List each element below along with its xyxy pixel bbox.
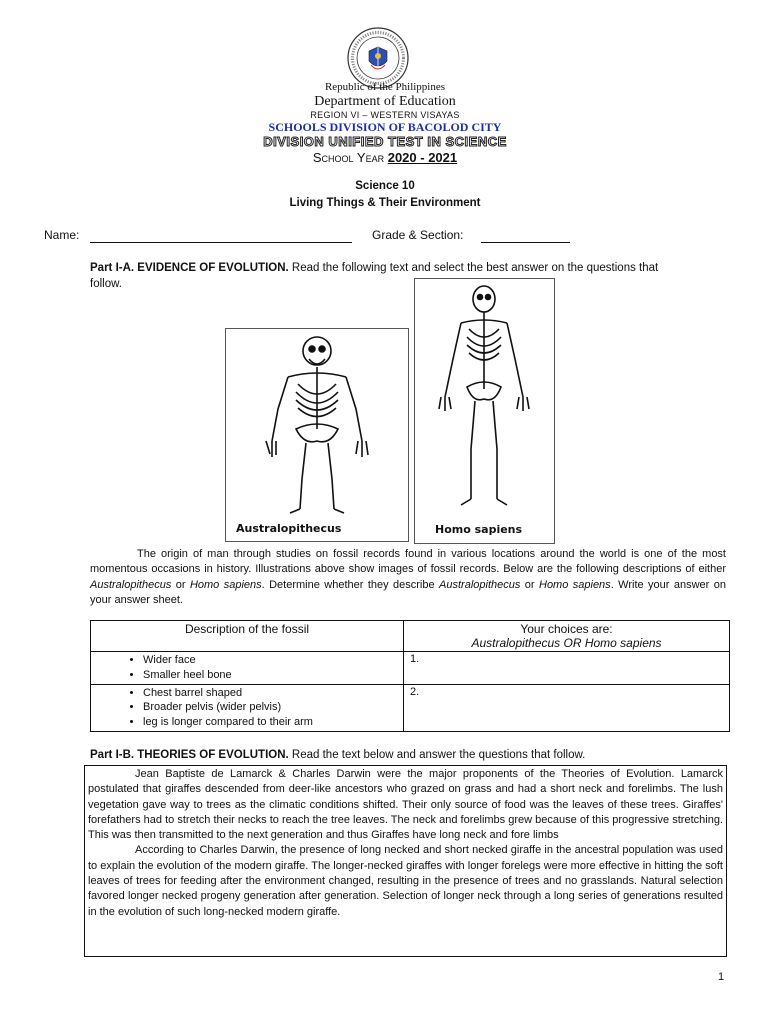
grade-section-label: Grade & Section: [372,228,464,242]
name-field[interactable] [90,241,352,243]
department-line: Department of Education [314,94,456,109]
para-italic-1: Australopithecus [90,578,172,591]
choices-line-2: Australopithecus OR Homo sapiens [471,636,662,650]
description-cell [91,684,404,731]
para-text-3: . Determine whether they describe [261,578,440,591]
region-line: REGION VI – WESTERN VISAYAS [310,110,460,120]
part-a-paragraph [90,547,726,608]
figure-homo-sapiens [414,278,555,544]
homo-sapiens-label: Homo sapiens [435,523,523,536]
subject-title: Science 10 [355,180,415,192]
part-a-heading [90,260,690,292]
answer-cell[interactable]: 1. [404,652,730,685]
answer-cell[interactable]: 2. [404,684,730,731]
description-item: • Wider face [143,653,397,668]
col-choices-header [404,621,730,652]
para-text-4: or [520,578,539,591]
deped-seal-logo [347,27,409,89]
table-row [91,652,730,685]
description-item: • Broader pelvis (wider pelvis) [143,700,397,715]
fossil-table [90,620,730,732]
topic-title: Living Things & Their Environment [289,197,481,209]
australopithecus-label: Australopithecus [236,522,342,535]
description-item: • Chest barrel shaped [143,686,397,701]
para-italic-4: Homo sapiens [539,578,611,591]
test-title: DIVISION UNIFIED TEST IN SCIENCE [263,134,507,149]
choices-line-1: Your choices are: [520,622,613,636]
description-item: • leg is longer compared to their arm [143,715,397,730]
description-item: • Smaller heel bone [143,668,397,683]
part-b-title: Part I-B. THEORIES OF EVOLUTION. [90,749,289,761]
name-label: Name: [44,228,80,242]
para-italic-2: Homo sapiens [189,578,262,591]
part-b-textbox [84,765,727,957]
school-year-label: School Year [312,150,385,165]
part-a-instruction: Read the following text and select the best answer on the questions that follow. [90,262,659,290]
grade-section-field[interactable] [481,241,570,243]
para-text-1: The origin of man through studies on fossil records found in various locations around the world is one of the most momentous occasions in history. Illustrations above show images of fossil records. Below are the following descriptions of either [90,548,726,576]
table-row [91,684,730,731]
part-b-heading [90,749,730,761]
school-year-line [0,150,770,165]
table-header-row [91,621,730,652]
description-cell [91,652,404,685]
page-number: 1 [718,971,725,983]
australopithecus-skeleton-image [226,329,408,519]
republic-line: Republic of the Philippines [324,81,446,93]
school-year-value: 2020 - 2021 [387,150,458,165]
figure-australopithecus [225,328,409,542]
para-italic-3: Australopithecus [439,578,521,591]
homo-sapiens-skeleton-image [415,279,554,519]
col-description-header: Description of the fossil [91,621,404,652]
para-text-5: . Write your answer on your answer sheet. [90,578,726,606]
part-a-title: Part I-A. EVIDENCE OF EVOLUTION. [90,262,289,274]
para-text-2: or [171,578,190,591]
division-line: SCHOOLS DIVISION OF BACOLOD CITY [268,120,502,134]
darwin-paragraph: According to Charles Darwin, the presence of long necked and short necked giraffe in the ancestral population was used to explain the evolution of the modern giraffe. The longer-necked giraffes with longer forelegs were more effective in hitting the soft leaves of trees for feeding after the environment changed, resulting in the presence of trees and no grasslands. Natural selection favored longer necked progeny generation after generation. Selection of longer neck through a long series of generations resulted in the evolution of such long-necked modern giraffe. [88,844,723,918]
lamarck-paragraph: Jean Baptiste de Lamarck & Charles Darwin were the major proponents of the Theories of Evolution. Lamarck postulated that giraffes descended from deer-like ancestors who grazed on grass and had a short neck and forelimbs. The lush vegetation gave way to trees as the climatic conditions shifted. Their only source of food was the leaves of these trees. Giraffes' forefathers had to stretch their necks to reach the tree leaves. The neck and forelimbs grew because of this progressive stretching. This was then transmitted to the next generation and thus Giraffes have long neck and fore limbs [88,768,723,842]
part-b-instruction: Read the text below and answer the questions that follow. [288,749,586,761]
